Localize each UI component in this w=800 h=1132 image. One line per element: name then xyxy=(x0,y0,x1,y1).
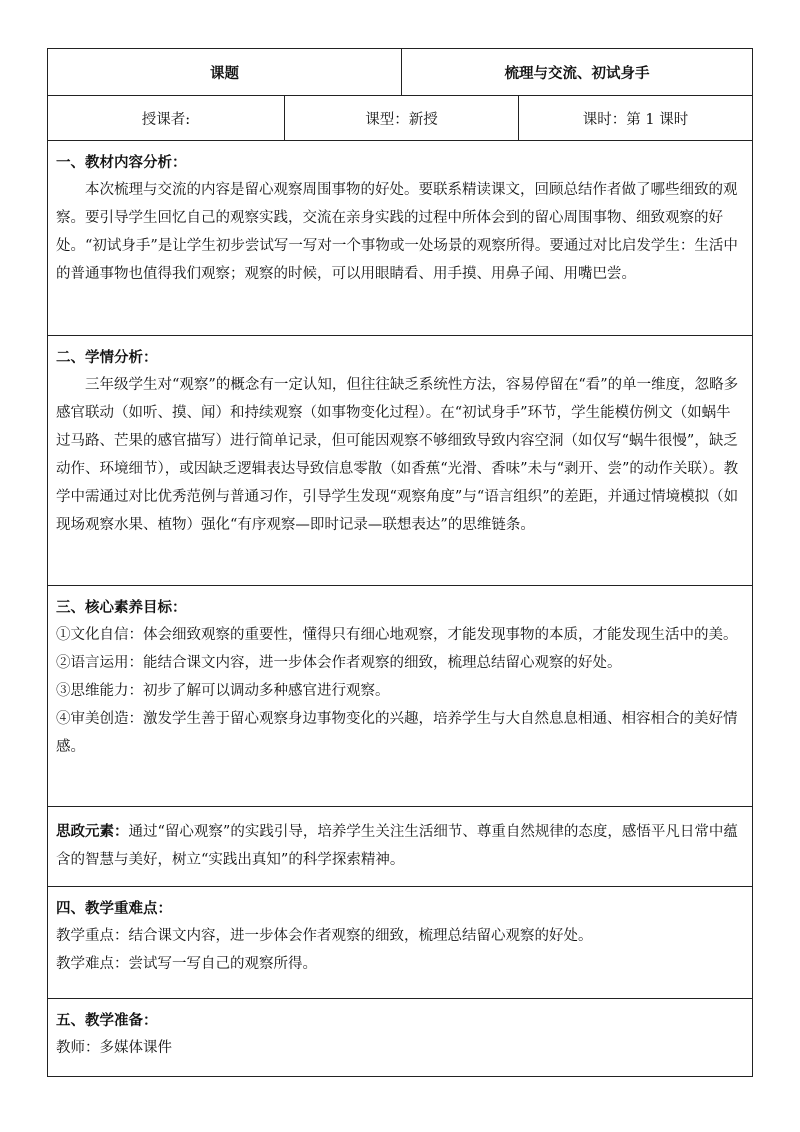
section-title: 一、教材内容分析： xyxy=(56,154,187,171)
topic-value: 梳理与交流、初试身手 xyxy=(401,49,752,95)
section-ideology xyxy=(47,807,753,887)
teacher-cell: 授课者: xyxy=(141,111,191,128)
ideology-label: 思政元素： xyxy=(56,823,129,840)
preparation-item: 教师：多媒体课件 xyxy=(56,1040,172,1056)
section-title: 四、教学重难点： xyxy=(56,900,172,917)
key-point-item: 教学难点：尝试写一写自己的观察所得。 xyxy=(56,956,317,972)
lesson-type-cell: 课型：新授 xyxy=(284,96,518,140)
key-point-item: 教学重点：结合课文内容，进一步体会作者观察的细致，梳理总结留心观察的好处。 xyxy=(56,928,593,944)
section-title: 二、学情分析： xyxy=(56,349,158,366)
section-textbook-analysis xyxy=(47,141,753,336)
goal-item: ③思维能力：初步了解可以调动多种感官进行观察。 xyxy=(56,683,390,699)
info-row xyxy=(47,96,753,141)
section-title: 五、教学准备： xyxy=(56,1012,158,1029)
section-title: 三、核心素养目标： xyxy=(56,599,187,616)
section-preparation xyxy=(47,999,753,1077)
section-core-goals xyxy=(47,586,753,807)
goal-item: ①文化自信：体会细致观察的重要性，懂得只有细心地观察，才能发现事物的本质，才能发现生活中的美。 xyxy=(56,627,738,643)
goal-item: ④审美创造：激发学生善于留心观察身边事物变化的兴趣，培养学生与大自然息息相通、相容相合的美好情感。 xyxy=(56,711,738,755)
lesson-hours-cell: 课时：第 1 课时 xyxy=(518,96,752,140)
topic-label: 课题 xyxy=(210,64,239,82)
ideology-body: 通过“留心观察”的实践引导，培养学生关注生活细节、尊重自然规律的态度，感悟平凡日常中蕴含的智慧与美好，树立“实践出真知”的科学探索精神。 xyxy=(56,824,738,868)
goal-item: ②语言运用：能结合课文内容，进一步体会作者观察的细致，梳理总结留心观察的好处。 xyxy=(56,655,622,671)
section-body: 本次梳理与交流的内容是留心观察周围事物的好处。要联系精读课文，回顾总结作者做了哪些细致的观察。要引导学生回忆自己的观察实践，交流在亲身实践的过程中所体会到的留心周围事物、细致观察的好处。“初试身手”是让学生初步尝试写一写对一个事物或一处场景的观察所得。要通过对比启发学生：生活中的普通事物也值得我们观察；观察的时候，可以用眼睛看、用手摸、用鼻子闻、用嘴巴尝。 xyxy=(56,182,738,282)
section-key-points xyxy=(47,887,753,999)
topic-row xyxy=(47,49,753,96)
lesson-plan-table xyxy=(47,48,753,1077)
section-student-analysis xyxy=(47,336,753,586)
section-body: 三年级学生对“观察”的概念有一定认知，但往往缺乏系统性方法，容易停留在“看”的单一维度，忽略多感官联动（如听、摸、闻）和持续观察（如事物变化过程）。在“初试身手”环节，学生能模仿例文（如蜗牛过马路、芒果的感官描写）进行简单记录，但可能因观察不够细致导致内容空洞（如仅写“蜗牛很慢”，缺乏动作、环境细节），或因缺乏逻辑表达导致信息零散（如香蕉“光滑、香味”未与“剥开、尝”的动作关联）。教学中需通过对比优秀范例与普通习作，引导学生发现“观察角度”与“语言组织”的差距，并通过情境模拟（如现场观察水果、植物）强化“有序观察—即时记录—联想表达”的思维链条。 xyxy=(56,377,739,533)
